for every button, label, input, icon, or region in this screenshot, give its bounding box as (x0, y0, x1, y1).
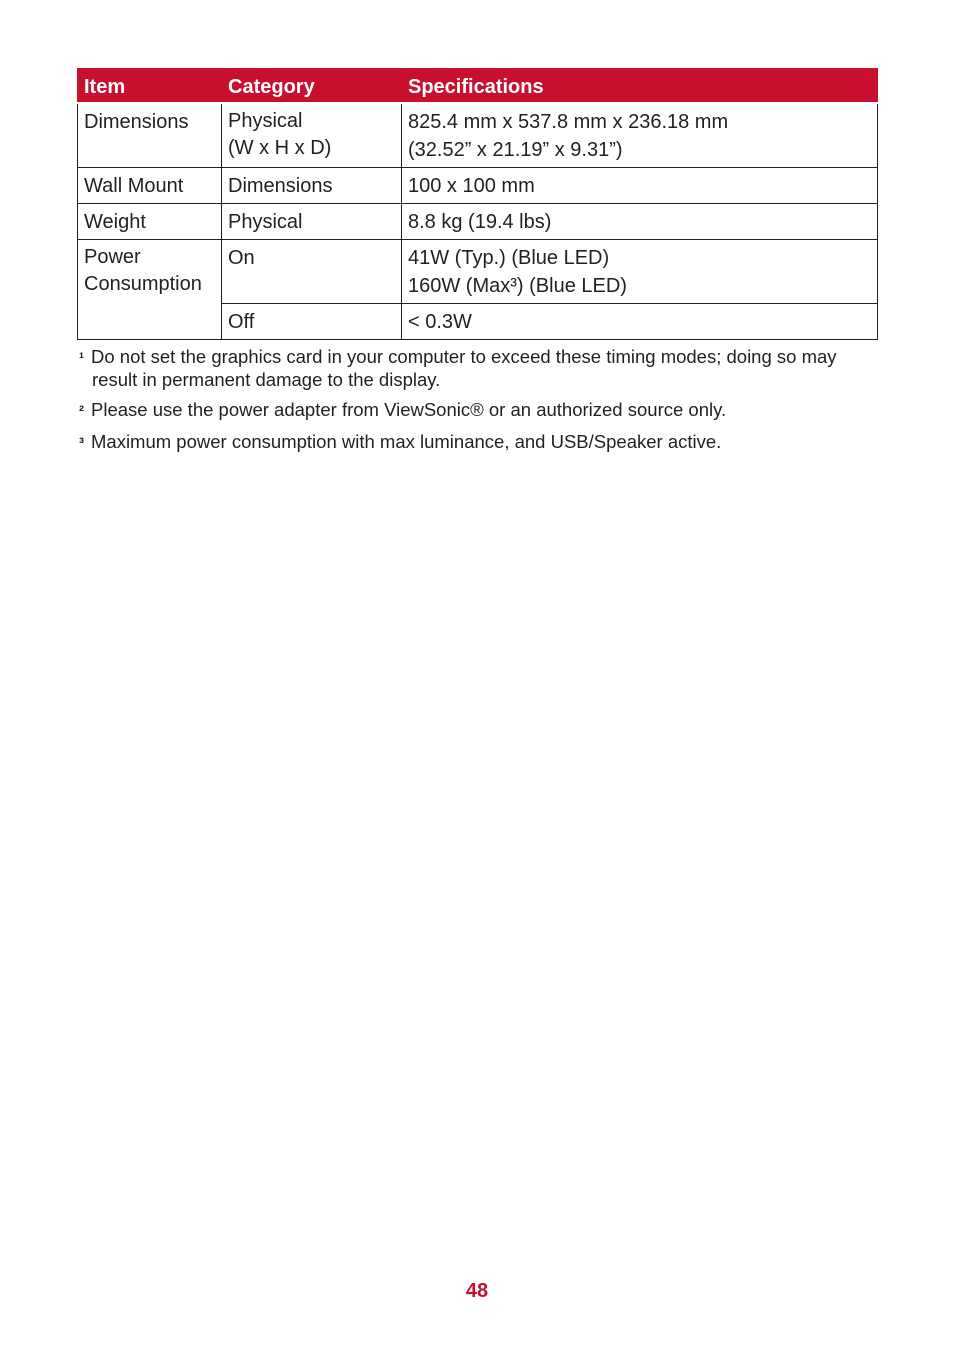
cell-category: Physical (222, 204, 402, 240)
item-line: Consumption (84, 273, 202, 295)
cell-item: Dimensions (78, 103, 222, 168)
item-line: Power (84, 246, 141, 268)
table-row-dimensions (78, 103, 878, 168)
specifications-table (77, 68, 878, 340)
footnote-2 (79, 399, 879, 422)
footnote-mark: ³ (79, 435, 84, 452)
cell-category: Off (222, 304, 402, 340)
footnotes (79, 346, 879, 463)
cell-spec: 100 x 100 mm (402, 168, 878, 204)
table-row-power-on (78, 240, 878, 304)
cell-item: Weight (78, 204, 222, 240)
footnote-mark: ¹ (79, 350, 84, 367)
header-specifications: Specifications (402, 69, 878, 104)
header-category: Category (222, 69, 402, 104)
spec-line: (32.52” x 21.19” x 9.31”) (408, 139, 623, 161)
cell-category (222, 103, 402, 168)
spec-line: 825.4 mm x 537.8 mm x 236.18 mm (408, 111, 729, 133)
footnote-text: Do not set the graphics card in your computer to exceed these timing modes; doing so may result in permanent damage to the display. (91, 346, 837, 390)
table-header-row (78, 69, 878, 104)
spec-line: 41W (Typ.) (Blue LED) (408, 247, 610, 269)
table-row-weight (78, 204, 878, 240)
category-line: Physical (228, 110, 303, 132)
cell-spec (402, 103, 878, 168)
footnote-3 (79, 431, 879, 454)
footnote-text: Maximum power consumption with max luminance, and USB/Speaker active. (91, 431, 722, 452)
spec-line: 160W (Max³) (Blue LED) (408, 275, 627, 297)
footnote-text: Please use the power adapter from ViewSonic® or an authorized source only. (91, 399, 727, 420)
cell-category: Dimensions (222, 168, 402, 204)
header-item: Item (78, 69, 222, 104)
cell-spec: < 0.3W (402, 304, 878, 340)
category-line: (W x H x D) (228, 137, 332, 159)
page-number: 48 (465, 1280, 489, 1302)
cell-spec (402, 240, 878, 304)
table-row-wall-mount (78, 168, 878, 204)
cell-spec: 8.8 kg (19.4 lbs) (402, 204, 878, 240)
cell-item: Wall Mount (78, 168, 222, 204)
footnote-mark: ² (79, 403, 84, 420)
footnote-1 (79, 346, 879, 390)
cell-item (78, 240, 222, 340)
cell-category: On (222, 240, 402, 304)
